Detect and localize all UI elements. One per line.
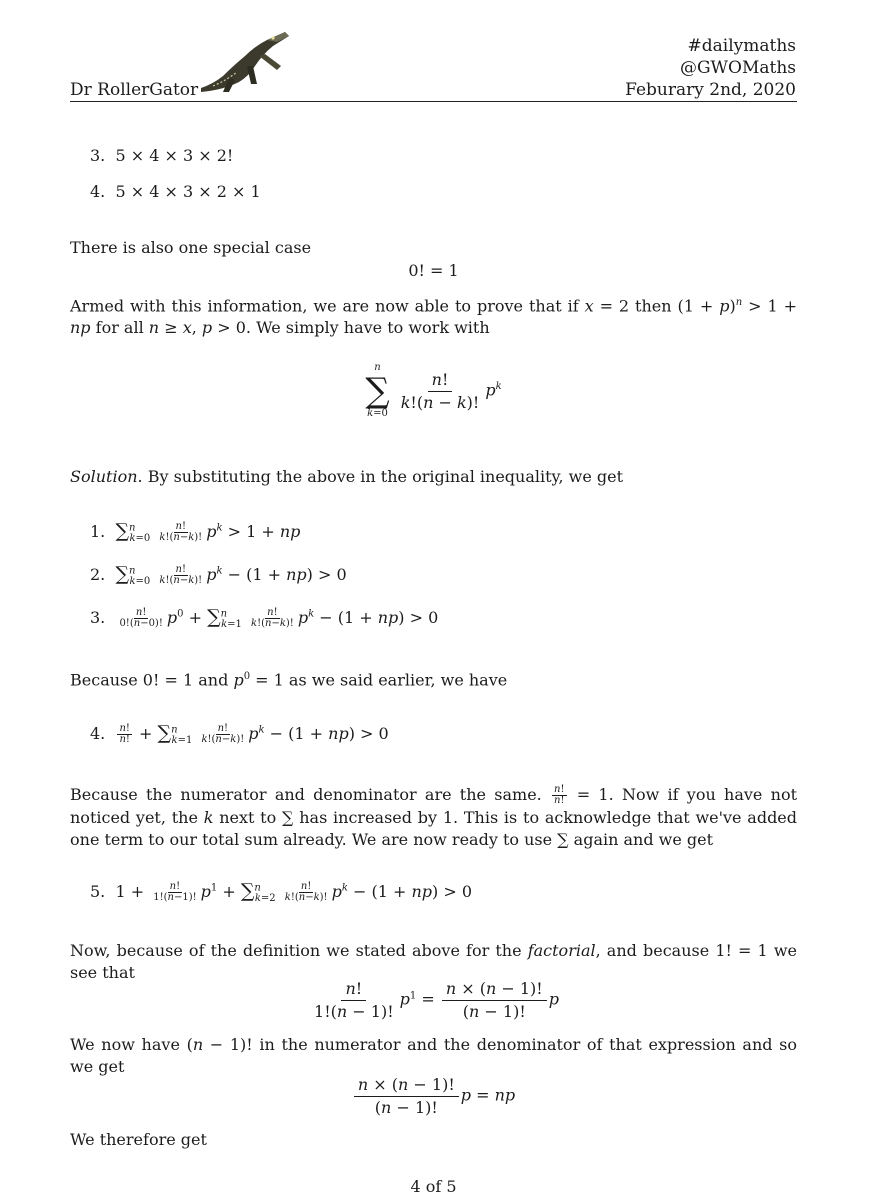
factorial-paragraph: Now, because of the definition we stated above for the factorial, and because 1! = 1 we see that [70, 941, 798, 982]
header-author: Dr RollerGator [70, 80, 199, 100]
list-item-3: 3. 5 × 4 × 3 × 2! [90, 146, 234, 165]
step-5: 5. 1 + $\frac{n!}{1!(n-1)!}$ $p^1 + \sum^n_{k=2}$ $\frac{n!}{k!(n-k)!}$ $p^k - (1 + np) > 0$ [90, 880, 473, 905]
factorial-identity-display: $\frac{n!}{1!(n - 1)!}$ $p^1$ = $\frac{n \times (n - 1)!}{(n - 1)!}$ p [314, 979, 559, 1021]
step-4: 4. $\frac{n!}{n!}$ + ∑$^n_{k=1}$ $\frac{n!}{k!(n-k)!}$ $p^k - (1 + np) > 0$ [90, 722, 389, 747]
header-handle: @GWOMaths [679, 58, 796, 78]
header-rule [70, 101, 797, 102]
np-result-display: $\frac{n \times (n - 1)!}{(n - 1)!}$ p = np [70, 1074, 797, 1118]
alligator-logo [193, 26, 293, 98]
binomial-sum-display: n ∑ k=0 $\frac{n!}{k!(n - k)!}$ $p^k$ [365, 362, 502, 419]
header-date: Feburary 2nd, 2020 [625, 80, 796, 100]
special-case-text: There is also one special case [70, 238, 312, 257]
numerator-paragraph: Because the numerator and denominator are the same. $\frac{n!}{n!}$ = 1. Now if you have not noticed yet, the k next to ∑ has increased by 1. This is to acknowledge that we've added one term to our total sum already. We are now ready to use ∑ again and we get [70, 783, 798, 849]
list-item-4: 4. 5 × 4 × 3 × 2 × 1 [90, 182, 261, 201]
solution-paragraph: Solution. By substituting the above in the original inequality, we get [70, 467, 624, 486]
zero-factorial-eq: 0! = 1 [408, 261, 459, 280]
header-hashtag: #dailymaths [687, 36, 796, 56]
armed-paragraph: Armed with this information, we are now able to prove that if x = 2 then $(1 + p)^n > 1$ + np for all n ≥ x, p > 0. We simply have to work with [70, 296, 798, 338]
we-now-have-paragraph: We now have (n − 1)! in the numerator and the denominator of that expression and so we get [70, 1035, 798, 1076]
step-2: 2. ∑$^n_{k=0}$ $\frac{n!}{k!(n-k)!}$ $p^k - (1 + np) > 0$ [90, 563, 347, 588]
therefore-text: We therefore get [70, 1130, 207, 1149]
step-3: 3. $\frac{n!}{0!(n-0)!}$ $p^0 + \sum^n_{k=1}$ $\frac{n!}{k!(n-k)!}$ $p^k - (1 + np) > 0$ [90, 606, 439, 631]
because-paragraph: Because 0! = 1 and $p^0 = 1$ as we said earlier, we have [70, 670, 508, 690]
page-number: 4 of 5 [410, 1177, 457, 1196]
step-1: 1. ∑$^n_{k=0}$ $\frac{n!}{k!(n-k)!}$ $p^k > 1$ + np [90, 520, 301, 545]
